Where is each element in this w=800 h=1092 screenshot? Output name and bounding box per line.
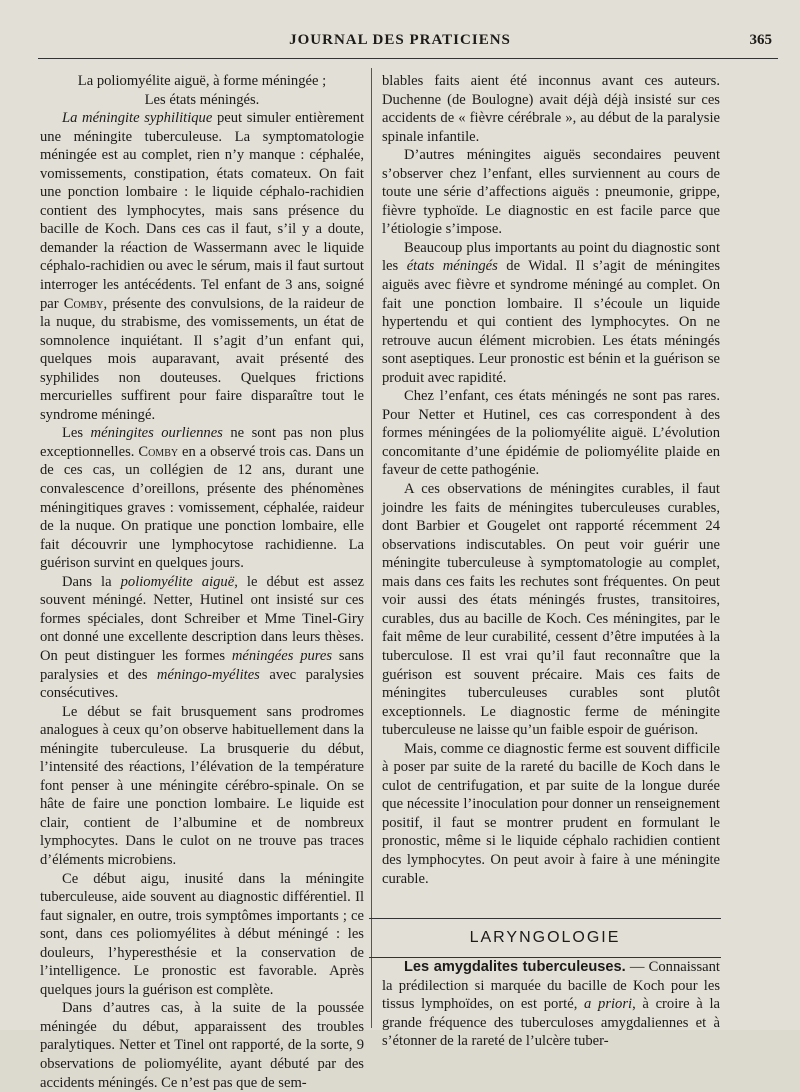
intro-line: La poliomyélite aiguë, à forme méningée ; (77, 73, 327, 89)
paragraph: D’autres méningites aiguës secondaires peuvent s’observer chez l’enfant, elles surviennent au cours de toute une série d’affections aiguës : pneumonie, grippe, fièvre typhoïde. Le diagnostic en est facile parce que l’étiologie s’impose. (382, 147, 720, 238)
header-rule (38, 58, 778, 59)
article-paragraph: Les amygdalites tuberculeuses. — Connaissant la prédilection si marquée du bacille de Koch pour les tissus lymphoïdes, on est porté, a priori, à croire à la grande fréquence des tuberculoses amygdaliennes et à s’étonner de la rareté de l’ulcère tuber- (382, 959, 720, 1050)
author-name: Comby (63, 295, 104, 312)
italic-term: La méningite syphilitique (62, 110, 213, 127)
italic-term: méningo-myélites (156, 666, 260, 683)
paragraph: Le début se fait brusquement sans prodromes analogues à ceux qu’on observe habituellement dans la méningite tuberculeuse. La brusquerie du début, l’intensité des réactions, l’élévation de la température font penser à une méningite cérébro-spinale. On se hâte de faire une ponction lombaire. Le liquide est clair, contient de l’albumine et de nombreux lymphocytes. Dans le culot on ne trouve pas traces d’éléments microbiens. (40, 703, 364, 868)
italic-term: méningées pures (231, 647, 333, 664)
italic-term: poliomyélite aiguë (120, 573, 235, 590)
author-name: Comby (138, 443, 179, 460)
column-divider (371, 68, 372, 1028)
intro-line: Les états méningés. (144, 91, 260, 108)
article-title: Les amygdalites tuberculeuses. (404, 959, 626, 976)
paragraph: La méningite syphilitique peut simuler entièrement une méningite tuberculeuse. La symptomatologie méningée est au complet, rien n’y manque : céphalée, vomissements, constipation, états comateux. On fait une ponction lombaire : le liquide céphalo-rachidien contient des lymphocytes, mais sans présence du bacille de Koch. Dans ces cas il faut, s’il y a doute, demander la réaction de Wassermann avec le liquide céphalo-rachidien ou avec le sérum, mais il faut surtout interroger les antécédents. Tel enfant de 3 ans, soigné par Comby, présente des convulsions, de la raideur de la nuque, du strabisme, des vomissements, un état de somnolence inquiétant. Il s’agit d’un enfant qui, quelques mois auparavant, avait présenté des syphilides non douteuses. Quelques frictions mercurielles suffirent pour faire disparaître tout le syndrome méningé. (40, 110, 364, 423)
paragraph: Beaucoup plus importants au point du diagnostic sont les états méningés de Widal. Il s’agit de méningites aiguës avec fièvre et syndrome méningé au complet. On fait une ponction lombaire. Il s’écoule un liquide hypertendu et qui contient des lymphocytes. On ne retrouve aucun élément microbien. Les états méningés sont aseptiques. Leur pronostic est bénin et la guérison se produit avec rapidité. (382, 239, 720, 386)
paragraph: A ces observations de méningites curables, il faut joindre les faits de méningites tuberculeuses curables, dont Barbier et Gougelet ont rapporté récemment 24 observations indiscutables. On peut voir guérir une méningite tuberculeuse à symptomatologie au complet, mais dans ces faits les rechutes sont fréquentes. On peut voir aussi des états méningés frustes, transitoires, curables, dus au bacille de Koch. Ces méningites, par le fait même de leur curabilité, cessent d’être imputées à la tuberculose. Il est vrai qu’il faut reconnaître que la guérison est souvent précaire. Mais ces faits de méningites tuberculeuses curables sont plutôt exceptionnels. Le diagnostic ferme de méningite tuberculeuse ne laisse qu’un faible espoir de guérison. (382, 481, 720, 739)
right-column (382, 72, 720, 1051)
section-title: LARYNGOLOGIE (469, 928, 621, 946)
paragraph: Chez l’enfant, ces états méningés ne sont pas rares. Pour Netter et Hutinel, ces cas correspondent à des formes méningées de la poliomyélite aiguë. L’évolution concomitante d’une épidémie de poliomyélite plaide en faveur de cette pathogénie. (382, 388, 720, 479)
paragraph: Les méningites ourliennes ne sont pas non plus exceptionnelles. Comby en a observé trois cas. Dans un de ces cas, un collégien de 12 ans, durant une convalescence d’oreillons, présente des phénomènes méningitiques graves : vomissement, céphalée, raideur de la nuque. On pratique une ponction lombaire, elle fait découvrir une lymphocytose rachidienne. La guérison survint en quelques jours. (40, 425, 364, 572)
paragraph: Dans la poliomyélite aiguë, le début est assez souvent méningé. Netter, Hutinel ont insisté sur ces formes spéciales, dont Schreiber et Mme Tinel-Giry ont donné une excellente description dans leurs thèses. On peut distinguer les formes méningées pures sans paralysies et des méningo-myélites avec paralysies consécutives. (40, 573, 364, 702)
paragraph: Ce début aigu, inusité dans la méningite tuberculeuse, aide souvent au diagnostic différentiel. Il faut signaler, en outre, trois symptômes importants ; ce sont, dans ces poliomyélites à début méningé : les douleurs, l’hyperesthésie et la conservation de l’intelligence. Le pronostic est favorable. Après quelques jours la guérison est complète. (40, 870, 364, 998)
running-header: JOURNAL DES PRATICIENS (289, 32, 511, 48)
italic-term: a priori (584, 996, 633, 1013)
page-number: 365 (749, 32, 772, 48)
italic-term: méningites ourliennes (90, 425, 223, 442)
paragraph: Mais, comme ce diagnostic ferme est souvent difficile à poser par suite de la rareté du bacille de Koch dans le culot de centrifugation, et par suite de la longue durée que nécessite l’inoculation pour donner un renseignement positif, il faut se montrer prudent en formulant le pronostic, même si le liquide céphalo rachidien contient des lymphocytes. On peut avoir à faire à une méningite curable. (382, 740, 720, 887)
italic-term: états méningés (406, 258, 498, 275)
left-column (40, 72, 364, 1092)
paragraph: Dans d’autres cas, à la suite de la poussée méningée du début, apparaissent des troubles paralytiques. Netter et Tinel ont rapporté, de la sorte, 9 observations de poliomyélite, ayant débuté par des accidents méningés. Ce n’est pas que de sem- (40, 1000, 364, 1091)
paragraph: blables faits aient été inconnus avant ces auteurs. Duchenne (de Boulogne) avait déjà déjà insisté sur ces accidents de « fièvre cérébrale », au début de la paralysie spinale infantile. (382, 73, 720, 145)
section-heading-box (369, 918, 721, 958)
